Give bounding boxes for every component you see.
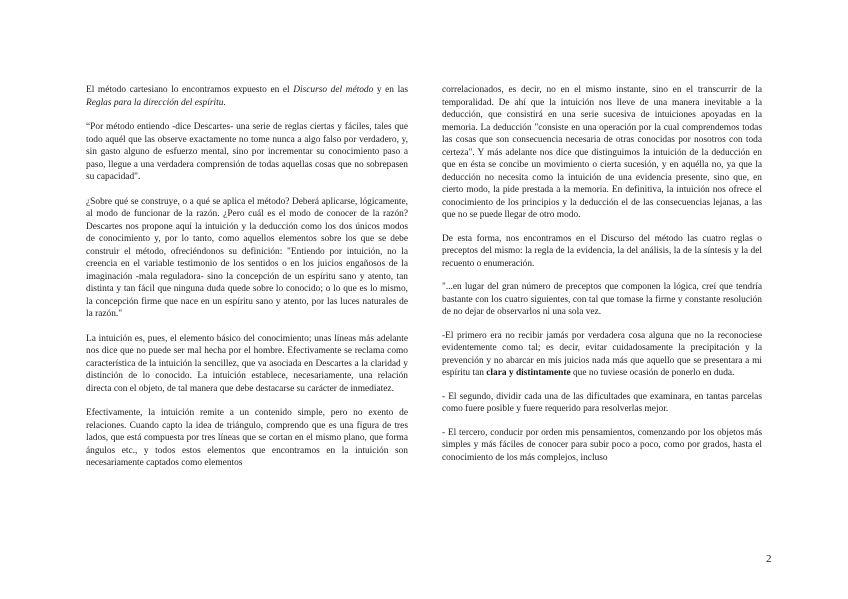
emphasis-clara-distintamente: clara y distintamente — [486, 368, 571, 378]
right-paragraph-4: -El primero era no recibir jamás por verdadera cosa alguna que no la reconociese evidentemente como tal; es decir, evitar cuidadosamente la precipitación y la prevención y no abarcar en mis juicios nada más que aquello que se presentara a mi espíritu tan clara y distintamente que no tuviese ocasión de ponerlo en duda. — [442, 330, 762, 378]
page-number: 2 — [766, 553, 772, 565]
right-column — [442, 84, 762, 475]
left-paragraph-2: “Por método entiendo -dice Descartes- una serie de reglas ciertas y fáciles, tales que todo aquél que las observe exactamente no tome nunca a algo falso por verdadero, y, sin gasto alguno de esfuerzo mental, sino por incrementar su conocimiento paso a paso, llegue a una verdadera comprensión de todas aquellas cosas que no sobrepasen su capacidad". — [86, 122, 408, 182]
left-paragraph-1: El método cartesiano lo encontramos expuesto en el Discurso del método y en las Reglas para la dirección del espíritu. — [86, 85, 408, 108]
left-paragraph-4: La intuición es, pues, el elemento básico del conocimiento; unas líneas más adelante nos dice que no puede ser mal hecha por el hombre. Efectivamente se reclama como característica de la intuición la sencillez, que va asociada en Descartes a la claridad y distinción de lo conocido. La intuición establece, necesariamente, una relación directa con el objeto, de tal manera que debe destacarse su carácter de inmediatez. — [86, 333, 408, 394]
right-paragraph-2: De esta forma, nos encontramos en el Discurso del método las cuatro reglas o preceptos del mismo: la regla de la evidencia, la del análisis, la de la síntesis y la del recuento o enumeración. — [442, 233, 762, 269]
right-paragraph-3: "...en lugar del gran número de preceptos que componen la lógica, creí que tendría bastante con los cuatro siguientes, con tal que tomase la firme y constante resolución de no dejar de observarlos ni una sola vez. — [442, 282, 762, 317]
right-paragraph-5: - El segundo, dividir cada una de las dificultades que examinara, en tantas parcelas como fuere posible y fuere requerido para resolverlas mejor. — [442, 391, 762, 414]
right-paragraph-6: - El tercero, conducir por orden mis pensamientos, comenzando por los objetos más simples y más fáciles de conocer para subir poco a poco, como por grados, hasta el conocimiento de los más complejos, incluso — [442, 427, 762, 463]
right-paragraph-1: correlacionados, es decir, no en el mismo instante, sino en el transcurrir de la temporalidad. De ahí que la intuición nos lleve de una manera inevitable a la deducción, que consistirá en una serie sucesiva de intuiciones apoyadas en la memoria. La deducción "consiste en una operación por la cual comprendemos todas las cosas que son consecuencia necesaria de otras conocidas por nosotros con toda certeza". Y más adelante nos dice que distinguimos la intuición de la deducción en que en ésta se concibe un movimiento o cierta sucesión, y en aquélla no, ya que la deducción no necesita como la intuición de una evidencia presente, sino que, en cierto modo, la pide prestada a la memoria. En definitiva, la intuición nos ofrece el conocimiento de los principios y la deducción el de las consecuencias lejanas, a las que no se puede llegar de otro modo. — [442, 85, 762, 220]
book-title-reglas: Reglas para la dirección del espíritu — [86, 97, 224, 108]
left-paragraph-3: ¿Sobre qué se construye, o a qué se aplica el método? Deberá aplicarse, lógicamente, al modo de funcionar de la razón. ¿Pero cuál es el modo de conocer de la razón? Descartes nos propone aquí la intuición y la deducción como los dos únicos modos de conocimiento y, por lo tanto, como aquellos elementos sobre los que se debe construir el método, ofreciéndonos su definición: "Entiendo por intuición, no la creencia en el variable testimonio de los sentidos o en los juicios engañosos de la imaginación -mala reguladora- sino la concepción de un espíritu sano y atento, tan distinta y tan fácil que ninguna duda quede sobre lo conocido; o lo que es lo mismo, la concepción firme que nace en un espíritu sano y atento, por las luces naturales de la razón." — [86, 196, 408, 319]
book-title-discurso: Discurso del método — [293, 85, 374, 95]
left-column — [86, 84, 408, 482]
left-paragraph-5: Efectivamente, la intuición remite a un contenido simple, pero no exento de relaciones. Cuando capto la idea de triángulo, comprendo que es una figura de tres lados, que está compuesta por tres líneas que se cortan en el mismo plano, que forma ángulos etc., y todos estos elementos que encontramos en la intuición son necesariamente captados como elementos — [86, 408, 408, 468]
